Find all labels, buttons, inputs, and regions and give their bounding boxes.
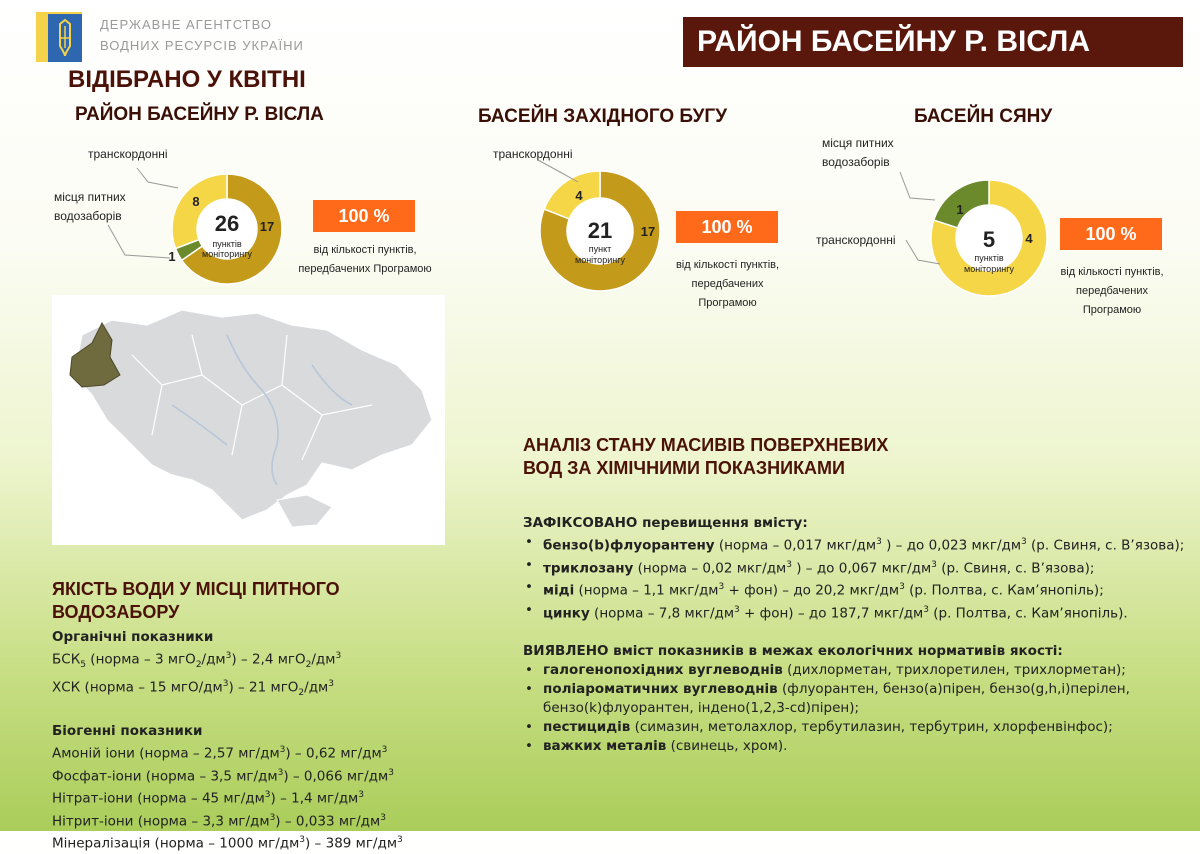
biogenic-item: Нітрат-іони (норма – 45 $мг/дм^3) - 1,4$ $мг/дм^3$ bbox=[52, 790, 364, 807]
chart2-note-line1: від кількості пунктів, bbox=[675, 259, 780, 271]
chart3-note-line1: від кількості пунктів, bbox=[1060, 266, 1164, 278]
chart3-label-drinking1: місця питних bbox=[822, 136, 894, 150]
exceed-list bbox=[523, 533, 1188, 623]
analysis-body bbox=[523, 514, 1188, 756]
exceed-item-substance: міді bbox=[543, 582, 575, 599]
chart3-center-label1: пунктів bbox=[974, 253, 1004, 263]
exceed-item: • триклозану (норма – 0,02 мкг/$дм^3$ ) – до 0,067 мкг/$дм^3$ (р. Свиня, с. В’язова); bbox=[523, 556, 1188, 579]
chart2-label-4: 4 bbox=[575, 188, 583, 203]
chart1-title: РАЙОН БАСЕЙНУ Р. ВІСЛА bbox=[75, 104, 324, 125]
agency-name bbox=[100, 14, 304, 56]
organic-bsk: $БСК_5$ (норма – 3 $мгО_2/дм^3) - 2,4$ $мгО_2/дм^3$ bbox=[52, 651, 342, 671]
biogenic-item: Амоній іони (норма – 2,57 $мг/дм^3) - 0,62$ $мг/дм^3$ bbox=[52, 745, 388, 762]
analysis-title-line2: ВОД ЗА ХІМІЧНИМИ ПОКАЗНИКАМИ bbox=[523, 458, 845, 478]
quality-title bbox=[52, 578, 340, 624]
chart2-note-line2: передбачених bbox=[691, 278, 764, 290]
chart1-label-17: 17 bbox=[259, 219, 275, 234]
exceed-item: • бензо(b)флуорантену (норма – 0,017 мкг/$дм^3$ ) – до 0,023 мкг/$дм^3$ (р. Свиня, с. В’язова); bbox=[523, 533, 1188, 556]
chart1-leader-trans bbox=[137, 168, 178, 188]
chart2-percent-box: 100 % bbox=[676, 211, 778, 243]
biogenic-item: Фосфат-іони (норма – 3,5 $мг/дм^3) - 0,066$ $мг/дм^3$ bbox=[52, 767, 394, 785]
within-item: • поліароматичних вуглеводнів (флуорантен, бензо(а)пірен, бензо(g,h,i)перілен, бензо(k)флуорантен, індено(1,2,3-cd)пірен); bbox=[523, 680, 1188, 718]
chart3-label-drinking2: водозаборів bbox=[822, 155, 890, 169]
biogenic-item-value: ) – 1,4 мг/дм bbox=[270, 790, 359, 807]
within-item-group: галогенопохідних вуглеводнів bbox=[543, 662, 783, 678]
biogenic-item-text: Нітрат-іони (норма – 45 мг/дм bbox=[52, 790, 265, 807]
exceed-item: • міді (норма – 1,1 мкг/$дм^3 + фон$) – до 20,2 мкг/$дм^3$ (р. Полтва, с. Кам’янопіль); bbox=[523, 578, 1188, 601]
within-item-group: важких металів bbox=[543, 738, 667, 754]
chart3-center-label2: моніторингу bbox=[964, 264, 1014, 274]
chart3-percent-note bbox=[1042, 263, 1182, 320]
biogenic-item: Мінералізація (норма – 1000 $мг/дм^3) - 389$ $мг/дм^3$ bbox=[52, 835, 403, 852]
chart2-percent-note bbox=[660, 256, 795, 313]
chart1-leader-drink bbox=[108, 225, 170, 258]
quality-title-line2: ВОДОЗАБОРУ bbox=[52, 602, 180, 622]
organic-heading: Органічні показники bbox=[52, 629, 214, 645]
chart1-note-line1: від кількості пунктів, bbox=[313, 244, 417, 256]
chart1-label-1: 1 bbox=[168, 249, 176, 264]
chart3-title: БАСЕЙН СЯНУ bbox=[914, 106, 1053, 127]
bsk-rest: (норма – 3 мгО bbox=[86, 651, 196, 668]
chart1-label-8: 8 bbox=[192, 194, 200, 209]
bsk-rest3: ) – 2,4 мгО bbox=[231, 651, 306, 668]
biogenic-item-value: ) – 389 мг/дм bbox=[305, 835, 398, 852]
within-item: • важких металів (свинець, хром). bbox=[523, 737, 1188, 756]
chart3-label-4: 4 bbox=[1025, 231, 1033, 246]
within-heading: ВИЯВЛЕНО вміст показників в межах екологічних нормативів якості: bbox=[523, 643, 1063, 659]
chart3-note-line2: передбачених bbox=[1076, 285, 1148, 297]
analysis-title-line1: АНАЛІЗ СТАНУ МАСИВІВ ПОВЕРХНЕВИХ bbox=[523, 435, 889, 455]
chart2-title: БАСЕЙН ЗАХІДНОГО БУГУ bbox=[478, 106, 728, 127]
ukraine-map bbox=[52, 295, 445, 545]
chart1-percent-box: 100 % bbox=[313, 200, 415, 232]
biogenic-heading: Біогенні показники bbox=[52, 723, 203, 740]
biogenic-item-text: Амоній іони (норма – 2,57 мг/дм bbox=[52, 745, 280, 762]
biogenic-list bbox=[52, 741, 472, 854]
biogenic-item-value: ) – 0,066 мг/дм bbox=[283, 768, 389, 785]
biogenic-item-value: ) – 0,033 мг/дм bbox=[275, 813, 381, 830]
biogenic-item-text: Фосфат-іони (норма – 3,5 мг/дм bbox=[52, 768, 278, 785]
biogenic-item-text: Нітрит-іони (норма – 3,3 мг/дм bbox=[52, 813, 270, 830]
hsk-rest: ) – 21 мгО bbox=[228, 679, 299, 696]
bsk-sub: 5 bbox=[80, 660, 87, 671]
within-item: • галогенопохідних вуглеводнів (дихлорметан, трихлоретилен, трихлорметан); bbox=[523, 661, 1188, 680]
chart3-label-transboundary: транскордонні bbox=[816, 233, 896, 247]
chart3-leader-drink bbox=[900, 172, 935, 200]
hsk-rest2: /дм bbox=[304, 679, 329, 696]
crimea-shape bbox=[277, 495, 332, 527]
agency-line2: ВОДНИХ РЕСУРСІВ УКРАЇНИ bbox=[100, 38, 304, 53]
chart3-label-1: 1 bbox=[956, 202, 964, 217]
chart2-label-17: 17 bbox=[640, 224, 656, 239]
exceed-item-substance: цинку bbox=[543, 605, 590, 621]
chart1-center-label2: моніторингу bbox=[202, 249, 252, 259]
quality-title-line1: ЯКІСТЬ ВОДИ У МІСЦІ ПИТНОГО bbox=[52, 579, 340, 599]
chart1-center-label1: пунктів bbox=[212, 239, 242, 249]
chart2-note-line3: Програмою bbox=[698, 297, 757, 309]
within-list bbox=[523, 661, 1188, 756]
within-item: • пестицидів (симазин, метолахлор, тербутилазин, тербутрин, хлорфенвінфос); bbox=[523, 718, 1188, 737]
exceed-item: • цинку (норма – 7,8 мкг/$дм^3 + фон$) – до 187,7 мкг/$дм^3$ (р. Полтва, с. Кам’янопіль). bbox=[523, 601, 1188, 624]
bsk-rest2: /дм bbox=[201, 651, 226, 668]
analysis-title bbox=[523, 434, 888, 480]
hsk-name: ХСК (норма – 15 мгО/дм bbox=[52, 679, 223, 696]
chart1-label-drinking2: водозаборів bbox=[54, 209, 122, 223]
page-banner: РАЙОН БАСЕЙНУ Р. ВІСЛА bbox=[683, 17, 1183, 67]
exceed-item-substance: бензо(b)флуорантену bbox=[543, 537, 715, 554]
chart1-center-value: 26 bbox=[214, 211, 240, 236]
chart1-label-drinking1: місця питних bbox=[54, 190, 126, 204]
bsk-rest4: /дм bbox=[311, 651, 336, 668]
chart2-label-transboundary: транскордонні bbox=[493, 147, 573, 161]
chart1-percent-note bbox=[290, 241, 440, 279]
chart2-center-value: 21 bbox=[587, 218, 613, 243]
chart3-center-value: 5 bbox=[982, 227, 996, 252]
within-item-group: поліароматичних вуглеводнів bbox=[543, 681, 778, 697]
chart2-center-label2: моніторингу bbox=[575, 255, 625, 265]
coat-of-arms-logo bbox=[36, 12, 82, 62]
bsk-name: БСК bbox=[52, 651, 81, 668]
agency-line1: ДЕРЖАВНЕ АГЕНТСТВО bbox=[100, 17, 272, 32]
ukraine-outline bbox=[74, 310, 432, 520]
exceed-heading: ЗАФІКСОВАНО перевищення вмісту: bbox=[523, 515, 808, 531]
biogenic-item-value: ) – 0,62 мг/дм bbox=[285, 745, 382, 762]
exceed-item-substance: триклозану bbox=[543, 560, 634, 576]
chart1-label-transboundary: транскордонні bbox=[88, 147, 168, 161]
biogenic-item-text: Мінералізація (норма – 1000 мг/дм bbox=[52, 835, 300, 852]
within-item-group: пестицидів bbox=[543, 719, 631, 735]
selected-title: ВІДІБРАНО У КВІТНІ bbox=[68, 66, 306, 93]
chart1-note-line2: передбачених Програмою bbox=[298, 263, 432, 275]
chart3-note-line3: Програмою bbox=[1082, 304, 1142, 316]
chart3-percent-box: 100 % bbox=[1060, 218, 1162, 250]
chart2-center-label1: пункт bbox=[588, 244, 612, 254]
organic-hsk: ХСК (норма – 15 мгО/$дм^3) - 21$ $мгО_2/дм^3$ bbox=[52, 679, 334, 699]
biogenic-item: Нітрит-іони (норма – 3,3 $мг/дм^3) - 0,033$ $мг/дм^3$ bbox=[52, 812, 386, 830]
quality-body bbox=[52, 628, 472, 854]
